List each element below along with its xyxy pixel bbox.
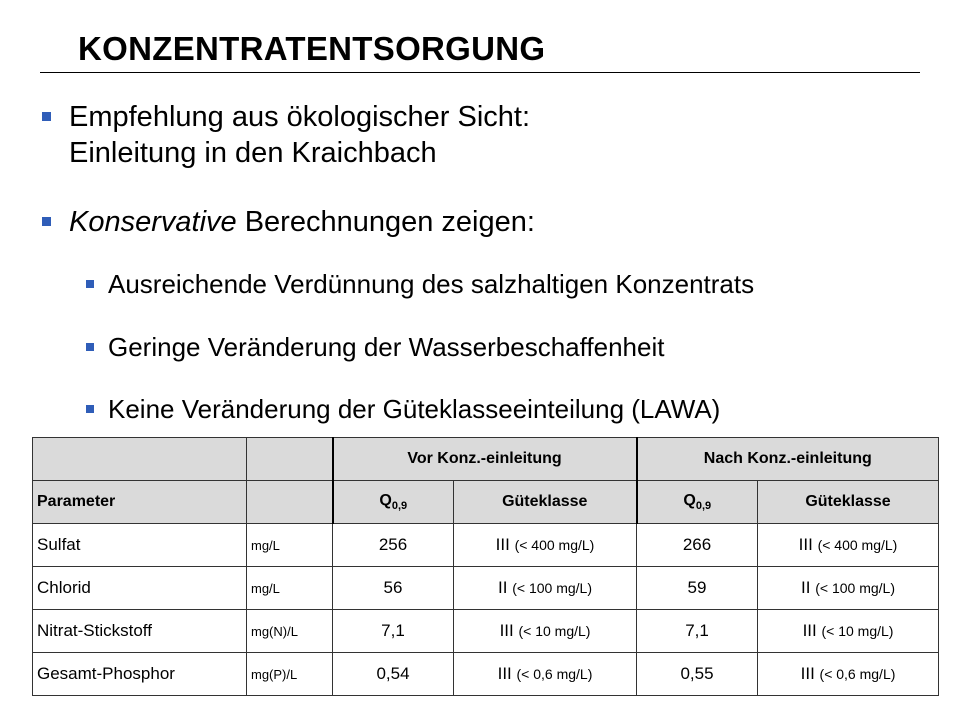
class-after-value: III (< 0,6 mg/L) [758,653,939,696]
bullet-rest: Berechnungen zeigen: [236,206,535,238]
sub-bullet-dilution [86,268,754,300]
q-before-value: 256 [333,524,454,567]
water-quality-table [32,437,939,696]
square-bullet-icon [42,217,51,226]
table-row [33,567,939,610]
bullet-line-1: Empfehlung aus ökologischer Sicht: [69,101,531,133]
sub-bullet-text: Ausreichende Verdünnung des salzhaltigen Konzentrats [108,269,755,299]
table-row [33,524,939,567]
class-after-value: III (< 400 mg/L) [758,524,939,567]
q-before-value: 0,54 [333,653,454,696]
title-divider [40,72,920,73]
parameter-unit: mg(N)/L [247,610,333,653]
square-bullet-icon [86,405,94,413]
bullet-text [69,99,530,171]
class-before-value: II (< 100 mg/L) [454,567,637,610]
sub-bullet-classification [86,393,720,425]
bullet-line-2: Einleitung in den Kraichbach [69,137,437,169]
square-bullet-icon [86,280,94,288]
sub-bullet-text: Keine Veränderung der Güteklasseeinteilung (LAWA) [108,394,721,424]
class-after-value: II (< 100 mg/L) [758,567,939,610]
parameter-unit: mg(P)/L [247,653,333,696]
q-before-value: 7,1 [333,610,454,653]
bullet-calculations [42,204,535,240]
column-header-q-before: $Q_{0,9}$ [333,481,454,524]
class-before-value: III (< 400 mg/L) [454,524,637,567]
table-row [33,653,939,696]
slide-title: KONZENTRATENTSORGUNG [78,30,546,67]
group-header-before: Vor Konz.-einleitung [333,438,637,481]
class-after-value: III (< 10 mg/L) [758,610,939,653]
parameter-unit: mg/L [247,524,333,567]
column-header-parameter: Parameter [33,481,247,524]
parameter-name: Gesamt-Phosphor [33,653,247,696]
header-empty-cell [247,481,333,524]
square-bullet-icon [42,112,51,121]
q-after-value: 266 [637,524,758,567]
sub-bullet-text: Geringe Veränderung der Wasserbeschaffenheit [108,332,665,362]
parameter-name: Sulfat [33,524,247,567]
parameter-unit: mg/L [247,567,333,610]
bullet-recommendation [42,99,530,171]
q-after-value: 59 [637,567,758,610]
square-bullet-icon [86,343,94,351]
column-header-class-after: Güteklasse [758,481,939,524]
parameter-name: Chlorid [33,567,247,610]
group-header-after: Nach Konz.-einleitung [637,438,939,481]
header-empty-cell [247,438,333,481]
header-empty-cell [33,438,247,481]
q-after-value: 7,1 [637,610,758,653]
sub-bullet-water-quality [86,331,664,363]
q-before-value: 56 [333,567,454,610]
column-header-class-before: Güteklasse [454,481,637,524]
bullet-text [69,204,535,240]
parameter-name: Nitrat-Stickstoff [33,610,247,653]
column-header-q-after: $Q_{0,9}$ [637,481,758,524]
italic-word: Konservative [69,206,237,238]
table-row [33,610,939,653]
class-before-value: III (< 10 mg/L) [454,610,637,653]
q-after-value: 0,55 [637,653,758,696]
table-group-header-row [33,438,939,481]
table-column-header-row [33,481,939,524]
class-before-value: III (< 0,6 mg/L) [454,653,637,696]
